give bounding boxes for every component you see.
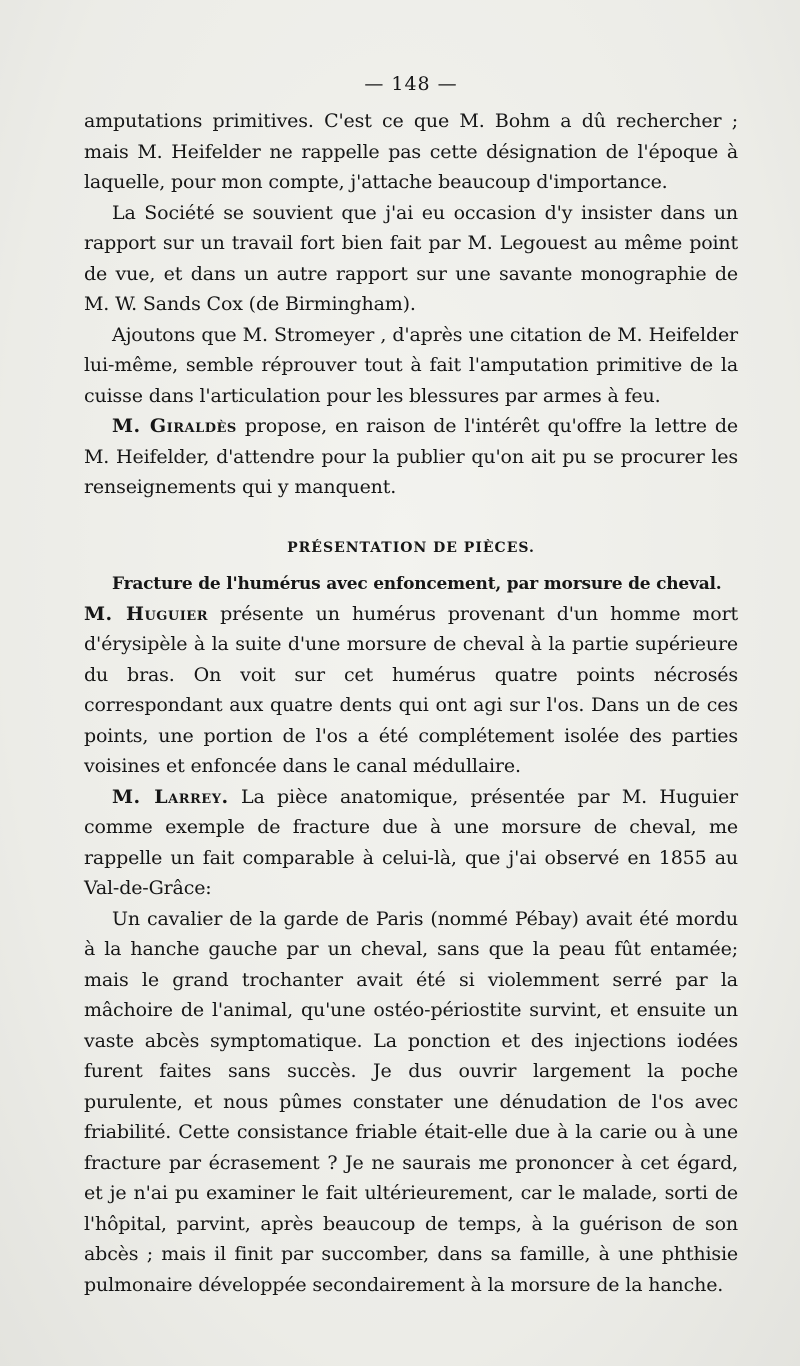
speaker-huguier: M. Huguier	[84, 602, 209, 625]
paragraph-4-text: propose, en raison de l'intérêt qu'offre la lettre de M. Heifelder, d'attendre pour la publier qu'on ait pu se procurer les renseignements qui y manquent.	[84, 415, 739, 498]
paragraph-5-text: présente un humérus provenant d'un homme mort d'érysipèle à la suite d'une morsure de cheval à la partie supérieure du bras. On voit sur cet humérus quatre points nécrosés correspondant aux quatre dents qui ont agi sur l'os. Dans un de ces points, une portion de l'os a été complétement isolée des parties voisines et enfoncée dans le canal médullaire.	[84, 602, 738, 777]
speaker-larrey: M. Larrey.	[112, 785, 229, 808]
section-title: PRÉSENTATION DE PIÈCES.	[287, 539, 535, 556]
speaker-giraldes: M. Giraldès	[112, 415, 237, 437]
paragraph-4	[84, 411, 738, 503]
subsection-title: Fracture de l'humérus avec enfoncement, par morsure de cheval.	[112, 573, 722, 594]
paragraph-3: Ajoutons que M. Stromeyer , d'après une citation de M. Heifelder lui-même, semble réprouver tout à fait l'amputation primitive de la cuisse dans l'articulation pour les blessures par armes à feu.	[84, 323, 738, 407]
paragraph-1: amputations primitives. C'est ce que M. Bohm a dû rechercher ; mais M. Heifelder ne rappelle pas cette désignation de l'époque à laquelle, pour mon compte, j'attache beaucoup d'importance.	[84, 110, 738, 193]
paragraph-7: Un cavalier de la garde de Paris (nommé Pébay) avait été mordu à la hanche gauche par un cheval, sans que la peau fût entamée; mais le grand trochanter avait été si violemment serré par la mâchoire de l'animal, qu'une ostéo-périostite survint, et ensuite un vaste abcès symptomatique. La ponction et des injections iodées furent faites sans succès. Je dus ouvrir largement la poche purulente, et nous pûmes constater une dénudation de l'os avec friabilité. Cette consistance friable était-elle due à la carie ou à une fracture par écrasement ? Je ne saurais me prononcer à cet égard, et je n'ai pu examiner le fait ultérieurement, car le malade, sorti de l'hôpital, parvint, après beaucoup de temps, à la guérison de son abcès ; mais il finit par succomber, dans sa famille, à une phthisie pulmonaire développée secondairement à la morsure de la hanche.	[84, 907, 738, 1296]
page-number: — 148 —	[364, 73, 458, 95]
paragraph-6	[84, 782, 738, 904]
paragraph-5	[84, 599, 738, 782]
paragraph-6-text: La pièce anatomique, présentée par M. Huguier comme exemple de fracture due à une morsure de cheval, me rappelle un fait comparable à celui-là, que j'ai observé en 1855 au Val-de-Grâce:	[84, 785, 738, 899]
paragraph-2: La Société se souvient que j'ai eu occasion d'y insister dans un rapport sur un travail fort bien fait par M. Legouest au même point de vue, et dans un autre rapport sur une savante monographie de M. W. Sands Cox (de Birmingham).	[84, 201, 738, 315]
